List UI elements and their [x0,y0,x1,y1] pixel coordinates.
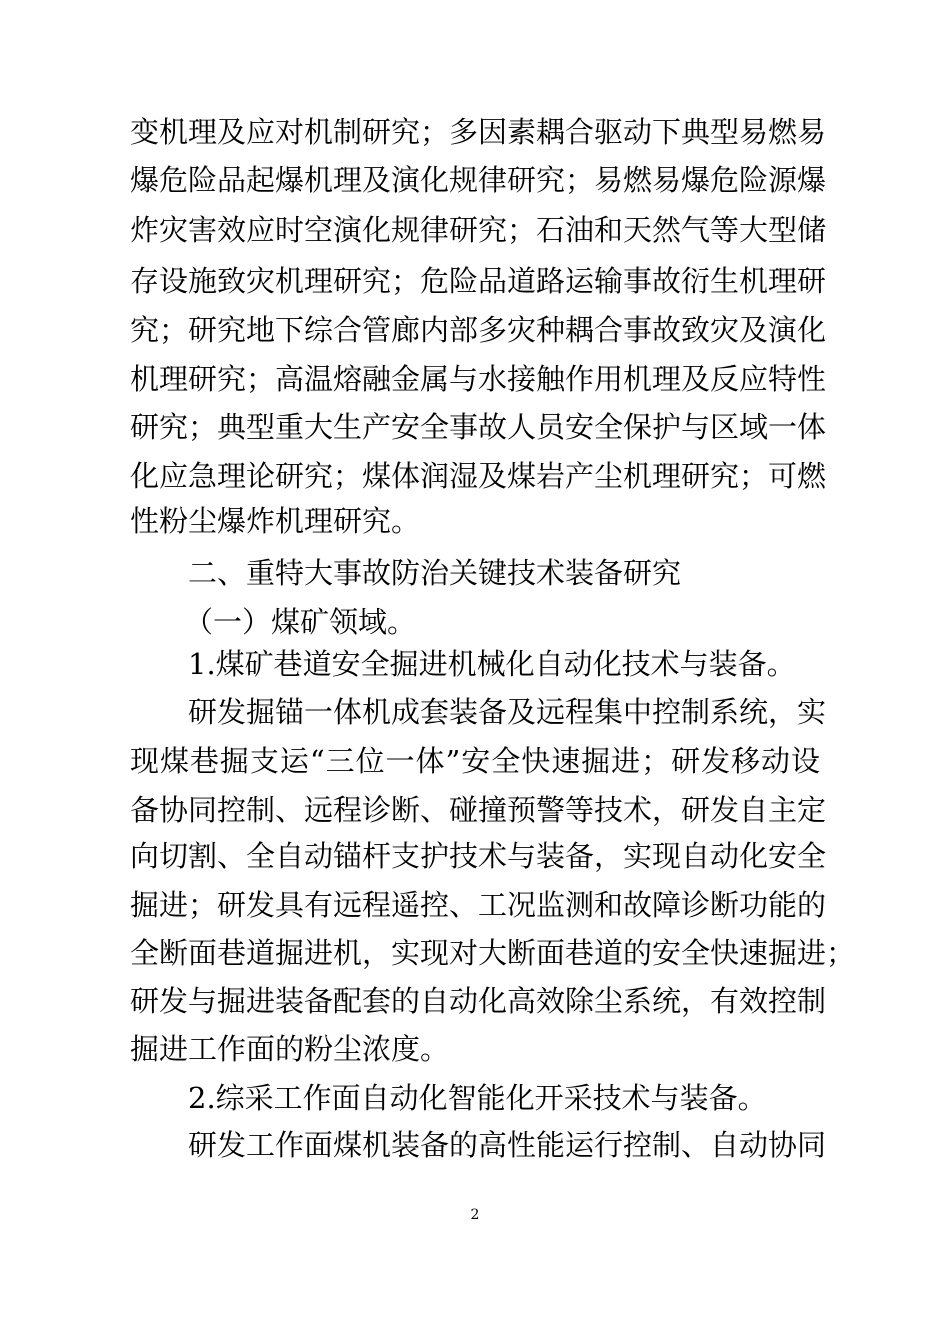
numbered-item-title: 2.综采工作面自动化智能化开采技术与装备。 [188,1081,767,1115]
paragraph-line: 化应急理论研究；煤体润湿及煤岩产尘机理研究；可燃 [130,459,827,493]
paragraph-line: 备协同控制、远程诊断、碰撞预警等技术，研发自主定 [130,793,827,827]
paragraph-line: 掘进工作面的粉尘浓度。 [130,1032,450,1066]
paragraph-line: 研发与掘进装备配套的自动化高效除尘系统，有效控制 [130,984,827,1018]
subsection-heading: （一）煤矿领域。 [184,605,417,639]
paragraph-line: 研发工作面煤机装备的高性能运行控制、自动协同 [188,1128,827,1162]
paragraph-line: 性粉尘爆炸机理研究。 [130,504,421,538]
paragraph-line: 爆危险品起爆机理及演化规律研究；易燃易爆危险源爆 [130,163,827,197]
paragraph-line: 现煤巷掘支运“三位一体”安全快速掘进；研发移动设 [130,744,820,778]
paragraph-line: 研究；典型重大生产安全事故人员安全保护与区域一体 [130,410,827,444]
paragraph-line: 掘进；研发具有远程遥控、工况监测和故障诊断功能的 [130,888,827,922]
paragraph-line: 炸灾害效应时空演化规律研究；石油和天然气等大型储 [130,213,827,247]
paragraph-line: 全断面巷道掘进机，实现对大断面巷道的安全快速掘进； [130,936,856,970]
page-number: 2 [470,1207,480,1223]
paragraph-line: 究；研究地下综合管廊内部多灾种耦合事故致灾及演化 [130,313,827,347]
section-heading: 二、重特大事故防治关键技术装备研究 [188,556,682,590]
paragraph-line: 存设施致灾机理研究；危险品道路运输事故衍生机理研 [130,264,827,298]
paragraph-line: 研发掘锚一体机成套装备及远程集中控制系统，实 [188,695,827,729]
paragraph-line: 机理研究；高温熔融金属与水接触作用机理及反应特性 [130,362,827,396]
paragraph-line: 向切割、全自动锚杆支护技术与装备，实现自动化安全 [130,839,827,873]
numbered-item-title: 1.煤矿巷道安全掘进机械化自动化技术与装备。 [188,647,796,681]
paragraph-line: 变机理及应对机制研究；多因素耦合驱动下典型易燃易 [130,115,827,149]
